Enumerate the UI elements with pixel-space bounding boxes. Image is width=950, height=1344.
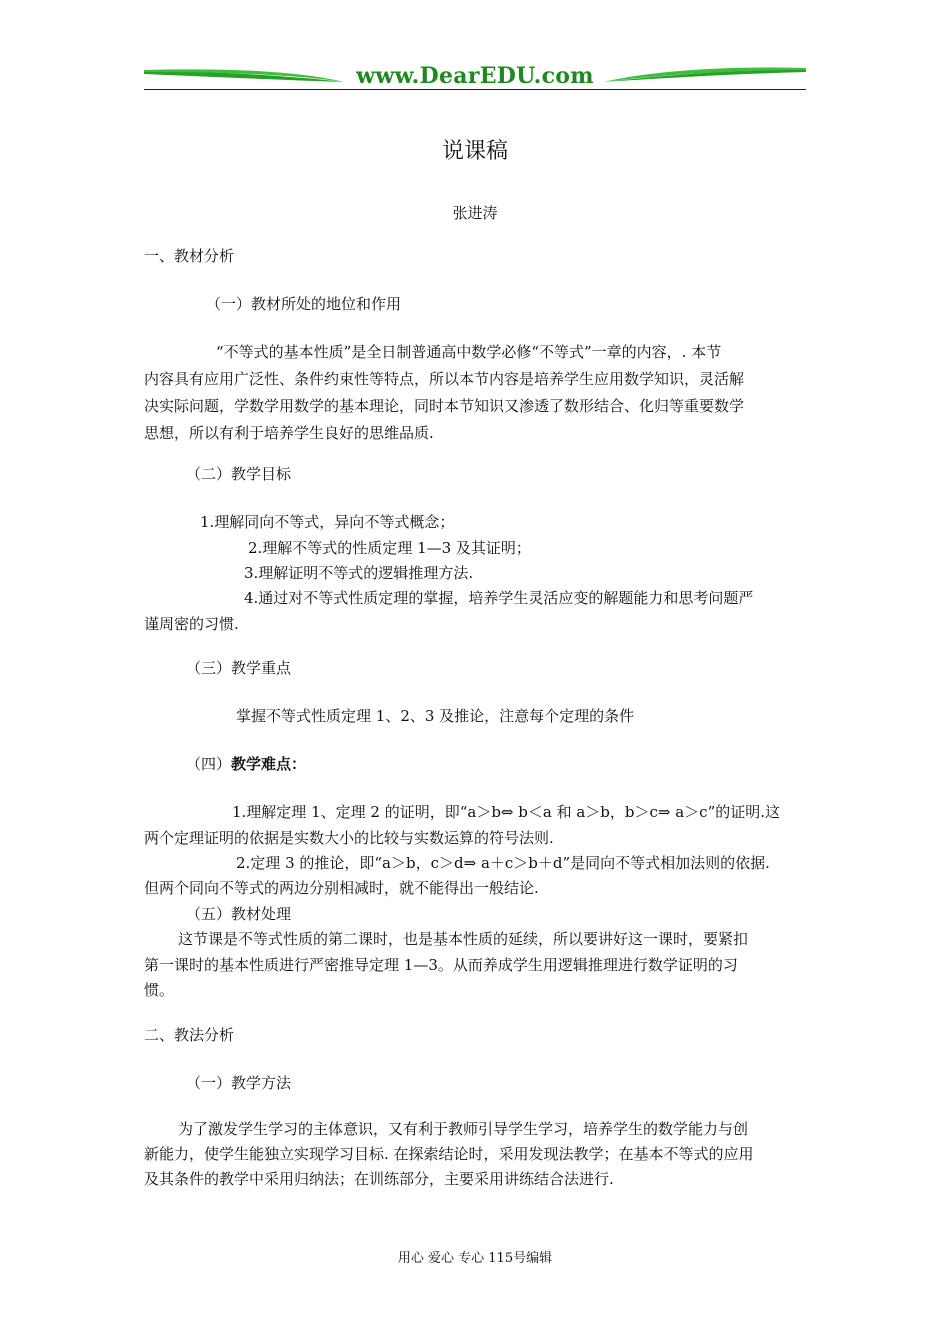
- paragraph-line: 第一课时的基本性质进行严密推导定理 1—3。从而养成学生用逻辑推理进行数学证明的习: [144, 956, 738, 974]
- paragraph-line: 为了激发学生学习的主体意识，又有利于教师引导学生学习，培养学生的数学能力与创: [178, 1120, 749, 1138]
- paragraph-line: 思想，所以有利于培养学生良好的思维品质.: [144, 424, 434, 442]
- paragraph-line: 两个定理证明的依据是实数大小的比较与实数运算的符号法则.: [144, 829, 554, 847]
- list-item: 1.理解同向不等式，异向不等式概念；: [200, 513, 455, 531]
- subsection-heading: （一）教学方法: [186, 1074, 292, 1092]
- list-item: 谨周密的习惯.: [144, 615, 239, 633]
- paragraph-line: 1.理解定理 1、定理 2 的证明，即“a＞b⇔ b＜a 和 a＞b，b＞c⇒ a＞c”的证明.这: [232, 803, 781, 821]
- subsection-heading-bold: 教学难点：: [231, 755, 307, 773]
- list-item: 2.理解不等式的性质定理 1—3 及其证明；: [248, 539, 531, 557]
- paragraph-line: “不等式的基本性质”是全日制普通高中数学必修“不等式”一章的内容，. 本节: [216, 343, 722, 361]
- document-title: 说课稿: [441, 139, 508, 164]
- list-item: 4.通过对不等式性质定理的掌握，培养学生灵活应变的解题能力和思考问题严: [244, 589, 754, 607]
- paragraph-line: 但两个同向不等式的两边分别相减时，就不能得出一般结论.: [144, 879, 539, 897]
- subsection-heading: [186, 754, 306, 774]
- paragraph-line: 惯。: [144, 981, 175, 999]
- paragraph-line: 新能力，使学生能独立实现学习目标. 在探索结论时，采用发现法教学；在基本不等式的应用: [144, 1145, 754, 1163]
- paragraph-line: 及其条件的教学中采用归纳法；在训练部分，主要采用讲练结合法进行.: [144, 1170, 614, 1188]
- site-name: www.DearEDU.com: [356, 63, 594, 89]
- paragraph-line: 内容具有应用广泛性、条件约束性等特点，所以本节内容是培养学生应用数学知识，灵活解: [144, 370, 745, 388]
- page-footer: 用心 爱心 专心 115号编辑: [397, 1251, 553, 1266]
- section-heading: 一、教材分析: [144, 247, 235, 265]
- subsection-heading: （一）教材所处的地位和作用: [206, 295, 402, 313]
- paragraph-line: 决实际问题，学数学用数学的基本理论，同时本节知识又渗透了数形结合、化归等重要数学: [144, 397, 745, 415]
- subsection-heading: （二）教学目标: [186, 465, 292, 483]
- subsection-heading: （五）教材处理: [186, 905, 292, 923]
- paragraph-line: 2.定理 3 的推论，即“a＞b，c＞d⇒ a＋c＞b＋d”是同向不等式相加法则的依据.: [236, 854, 770, 872]
- paragraph-line: 掌握不等式性质定理 1、2、3 及推论，注意每个定理的条件: [236, 707, 635, 725]
- header-rule: [144, 89, 806, 90]
- author-name: 张进涛: [452, 204, 498, 222]
- paragraph-line: 这节课是不等式性质的第二课时，也是基本性质的延续，所以要讲好这一课时，要紧扣: [178, 930, 749, 948]
- subsection-heading-prefix: （四）: [186, 755, 232, 773]
- section-heading: 二、教法分析: [144, 1026, 235, 1044]
- subsection-heading: （三）教学重点: [186, 659, 292, 677]
- list-item: 3.理解证明不等式的逻辑推理方法.: [244, 564, 474, 582]
